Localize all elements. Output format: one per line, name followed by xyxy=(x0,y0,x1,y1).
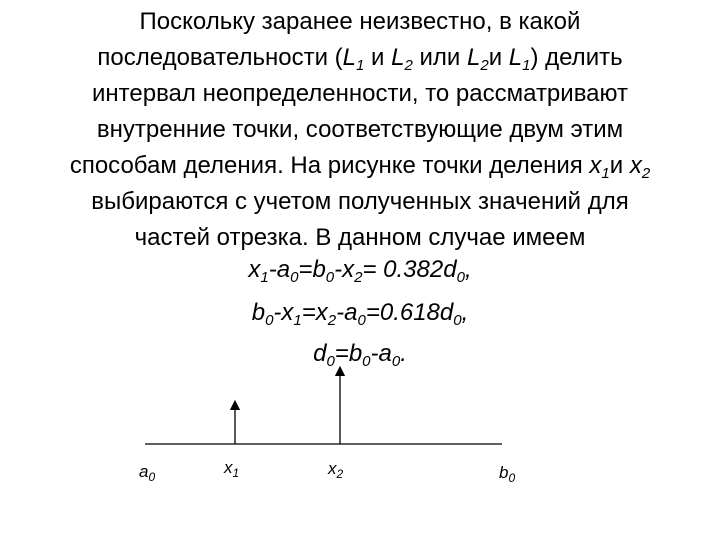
label-x2: $x_2$ xyxy=(328,459,344,481)
text-line-6: выбираются с учетом полученных значений для xyxy=(91,188,629,215)
formula-line-1: $x_1-a_0=b_0-x_2= 0.382d_0$, xyxy=(248,256,472,286)
text-line-4: внутренние точки, соответствующие двум этим xyxy=(96,116,624,143)
text-line-7: частей отрезка. В данном случае имеем xyxy=(134,224,586,251)
formula-line-2: $b_0-x_1=x_2-a_0=0.618d_0$, xyxy=(251,299,469,329)
text-line-2: последовательности ($L_1$ и $L_2$ или $L_2и$ $L_1$) делить xyxy=(97,44,623,74)
label-x1: $x_1$ xyxy=(224,458,240,480)
text-line-3: интервал неопределенности, то рассматривают xyxy=(92,80,628,107)
label-b0: $b_0$ xyxy=(499,463,516,485)
label-a0: $a_0$ xyxy=(139,462,156,484)
formula-line-3: $d_0=b_0-a_0$. xyxy=(313,340,407,370)
text-line-5: способам деления. На рисунке точки деления $x_1и$ $x_2$ xyxy=(69,152,651,182)
text-line-1: Поскольку заранее неизвестно, в какой xyxy=(139,8,581,35)
interval-diagram xyxy=(0,360,720,540)
paragraph-text xyxy=(0,4,720,256)
